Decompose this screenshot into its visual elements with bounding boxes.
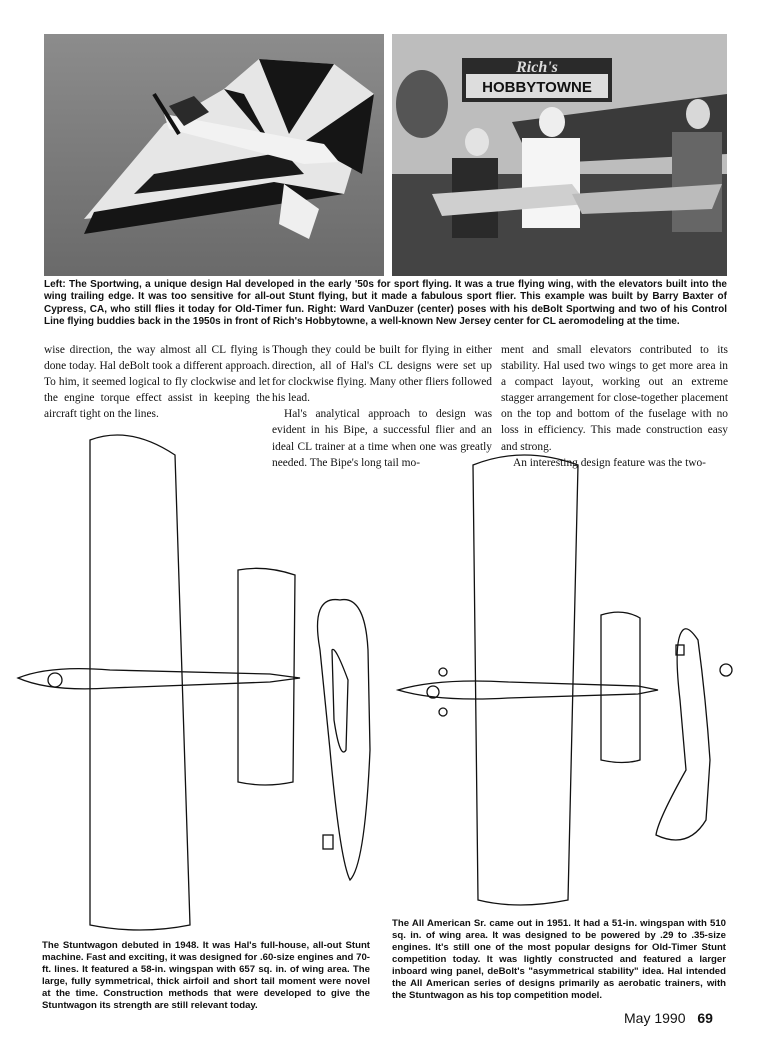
stuntwagon-caption: The Stuntwagon debuted in 1948. It was Hal's full-house, all-out Stunt machine. Fast and exciting, it was designed for .60-size engines and 70-ft. lines. It featured a 58-in. wingspan with 657 sq. in. of wing area. The large, fully symmetrical, thick airfoil and short tail moment were novel at the time. Construction methods that were developed to give the Stuntwagon its strength are still relevant today. xyxy=(42,940,370,1011)
all-american-drawing xyxy=(388,440,743,920)
photo-caption: Left: The Sportwing, a unique design Hal developed in the early '50s for sport flying. It was a true flying wing, with the elevators built into the wing trailing edge. It was too sensitive for all-out Stunt flying, but it made a fabulous sport flier. This example was built by Barry Baxter of Cypress, CA, who still flies it today for Old-Timer fun. Right: Ward VanDuzer (center) poses with his deBolt Sportwing and two of his Control Line flying buddies back in the 1950s in front of Rich's Hobbytowne, a well-known New Jersey center for CL aeromodeling at the time. xyxy=(44,279,727,328)
hobbytowne-photo xyxy=(392,34,727,276)
column-1 xyxy=(44,342,270,422)
sign-rich-text: Rich's xyxy=(516,59,558,76)
col3-paragraph-1: ment and small elevators contributed to its stability. Hal used two wings to get more area in a compact layout, working out an extreme stagger arrangement for close-together placement on the top and bottom of the fuselage with no loss in efficiency. This made construction easy and strong. xyxy=(501,344,728,453)
sportwing-photo xyxy=(44,34,384,276)
issue-date: May 1990 xyxy=(624,1010,686,1026)
page-number: 69 xyxy=(697,1010,713,1026)
col2-paragraph-2: Hal's analytical approach to design was evident in his Bipe, a successful flier and an ideal CL trainer at a time when one was greatly needed. The Bipe's long tail mo- xyxy=(272,408,492,469)
page-footer xyxy=(624,1010,713,1026)
col1-paragraph-1: wise direction, the way almost all CL flying is done today. Hal deBolt took a different approach. To him, it seemed logical to fly clockwise and let the engine torque effect assist in keeping the aircraft tight on the lines. xyxy=(44,344,270,421)
all-american-caption: The All American Sr. came out in 1951. It had a 51-in. wingspan with 510 sq. in. of wing area. It was designed to be powered by .29 to .35-size engines. It's still one of the most popular designs for Old-Timer Stunt competition today. It was lightly constructed and featured a larger inboard wing panel, deBolt's "asymmetrical stability" idea. Hal intended the All American series of designs primarily as aerobatic trainers, with the Stuntwagon as his top competition model. xyxy=(392,918,726,1001)
col3-paragraph-2: An interesting design feature was the two- xyxy=(513,456,706,469)
stuntwagon-drawing xyxy=(10,420,380,935)
col2-paragraph-1: Though they could be built for flying in either direction, all of Hal's CL designs were set up for clockwise flying. Many other fliers followed his lead. xyxy=(272,344,492,405)
sign-hobbytowne-text: HOBBYTOWNE xyxy=(482,79,592,96)
